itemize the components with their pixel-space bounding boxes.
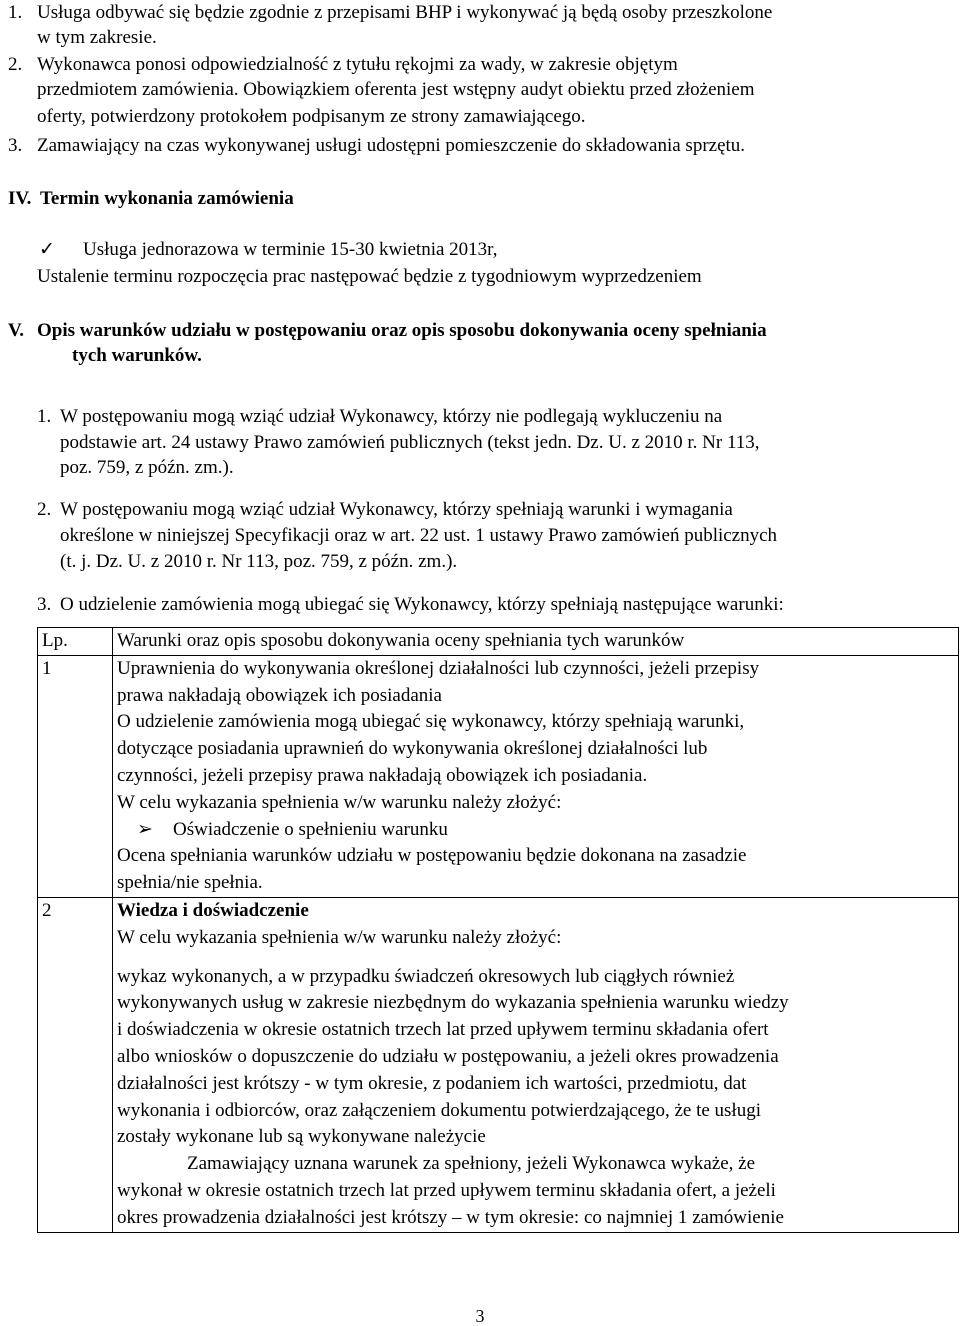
table-header-row	[38, 628, 959, 656]
list-item-text: Zamawiający na czas wykonywanej usługi udostępni pomieszczenie do składowania sprzętu.	[37, 135, 746, 156]
section-title: Opis warunków udziału w postępowaniu oraz opis sposobu dokonywania oceny spełniania	[37, 320, 767, 341]
list-number: 1.	[37, 406, 52, 427]
page-number: 3	[475, 1306, 485, 1326]
list-number: 3.	[37, 594, 52, 615]
section-note: Ustalenie terminu rozpoczęcia prac następować będzie z tygodniowym wyprzedzeniem	[37, 266, 702, 287]
bullet-item: ➢ Oświadczenie o spełnieniu warunku	[117, 817, 958, 844]
section-title: Termin wykonania zamówienia	[40, 188, 294, 209]
checkmark-icon: ✓	[39, 239, 55, 260]
section-number: IV.	[8, 188, 32, 209]
list-item-text: podstawie art. 24 ustawy Prawo zamówień publicznych (tekst jedn. Dz. U. z 2010 r. Nr 113,	[60, 432, 760, 453]
list-item-text: w tym zakresie.	[37, 27, 157, 48]
list-item-text: Wykonawca ponosi odpowiedzialność z tytułu rękojmi za wady, w zakresie objętym	[37, 54, 678, 75]
list-item-text: W postępowaniu mogą wziąć udział Wykonawcy, którzy spełniają warunki i wymagania	[60, 499, 733, 520]
list-item-text: oferty, potwierdzony protokołem podpisanym ze strony zamawiającego.	[37, 106, 586, 127]
table-header-lp: Lp.	[38, 628, 113, 656]
list-item-text: poz. 759, z późn. zm.).	[60, 457, 234, 478]
check-item: ✓ Usługa jednorazowa w terminie 15-30 kwietnia 2013r,	[37, 237, 497, 263]
list-number: 2.	[37, 499, 52, 520]
list-item-text: Usługa odbywać się będzie zgodnie z przepisami BHP i wykonywać ją będą osoby przeszkolone	[37, 2, 773, 23]
row-title: Wiedza i doświadczenie	[117, 899, 309, 921]
section-number: V.	[8, 320, 25, 341]
arrow-bullet-icon: ➢	[137, 818, 153, 840]
conditions-table	[37, 627, 959, 1233]
list-item-text: przedmiotem zamówienia. Obowiązkiem oferenta jest wstępny audyt obiektu przed złożeniem	[37, 79, 755, 100]
list-item-text: (t. j. Dz. U. z 2010 r. Nr 113, poz. 759, z późn. zm.).	[60, 551, 458, 572]
list-item-text: O udzielenie zamówienia mogą ubiegać się Wykonawcy, którzy spełniają następujące warunki:	[60, 594, 784, 615]
table-cell-content: Wiedza i doświadczenie W celu wykazania spełnienia w/w warunku należy złożyć: wykaz wykonanych, a w przypadku świadczeń okresowych lub ciągłych również wykonywanych usług w zakresie niezbędnym do wykazania spełnienia warunku wiedzy i doświadczenia w okresie ostatnich trzech lat przed upływem terminu składania ofert albo wniosków o dopuszczenie do udziału w postępowaniu, a jeżeli okres prowadzenia działalności jest krótszy - w tym okresie, z podaniem ich wartości, przedmiotu, dat wykonania i odbiorców, oraz załączeniem dokumentu potwierdzającego, że te usługi zostały wykonane lub są wykonywane należycie Zamawiający uznana warunek za spełniony, jeżeli Wykonawca wykaże, że wykonał w okresie ostatnich trzech lat przed upływem terminu składania ofert, a jeżeli okres prowadzenia działalności jest krótszy – w tym okresie: co najmniej 1 zamówienie	[113, 897, 959, 1232]
list-number: 3.	[8, 135, 23, 156]
table-cell-lp: 2	[38, 897, 113, 1232]
table-header-text: Warunki oraz opis sposobu dokonywania oceny spełniania tych warunków	[113, 628, 959, 656]
section-title-cont: tych warunków.	[72, 345, 202, 366]
list-number: 2.	[8, 54, 23, 75]
list-number: 1.	[8, 2, 23, 23]
table-row	[38, 655, 959, 897]
table-row	[38, 897, 959, 1232]
table-cell-lp: 1	[38, 655, 113, 897]
list-item-text: określone w niniejszej Specyfikacji oraz w art. 22 ust. 1 ustawy Prawo zamówień publicznych	[60, 525, 778, 546]
list-item-text: W postępowaniu mogą wziąć udział Wykonawcy, którzy nie podlegają wykluczeniu na	[60, 406, 723, 427]
table-cell-content: Uprawnienia do wykonywania określonej działalności lub czynności, jeżeli przepisy prawa nakładają obowiązek ich posiadania O udzielenie zamówienia mogą ubiegać się wykonawcy, którzy spełniają warunki, dotyczące posiadania uprawnień do wykonywania określonej działalności lub czynności, jeżeli przepisy prawa nakładają obowiązek ich posiadania. W celu wykazania spełnienia w/w warunku należy złożyć: ➢ Oświadczenie o spełnieniu warunku Ocena spełniania warunków udziału w postępowaniu będzie dokonana na zasadzie spełnia/nie spełnia.	[113, 655, 959, 897]
